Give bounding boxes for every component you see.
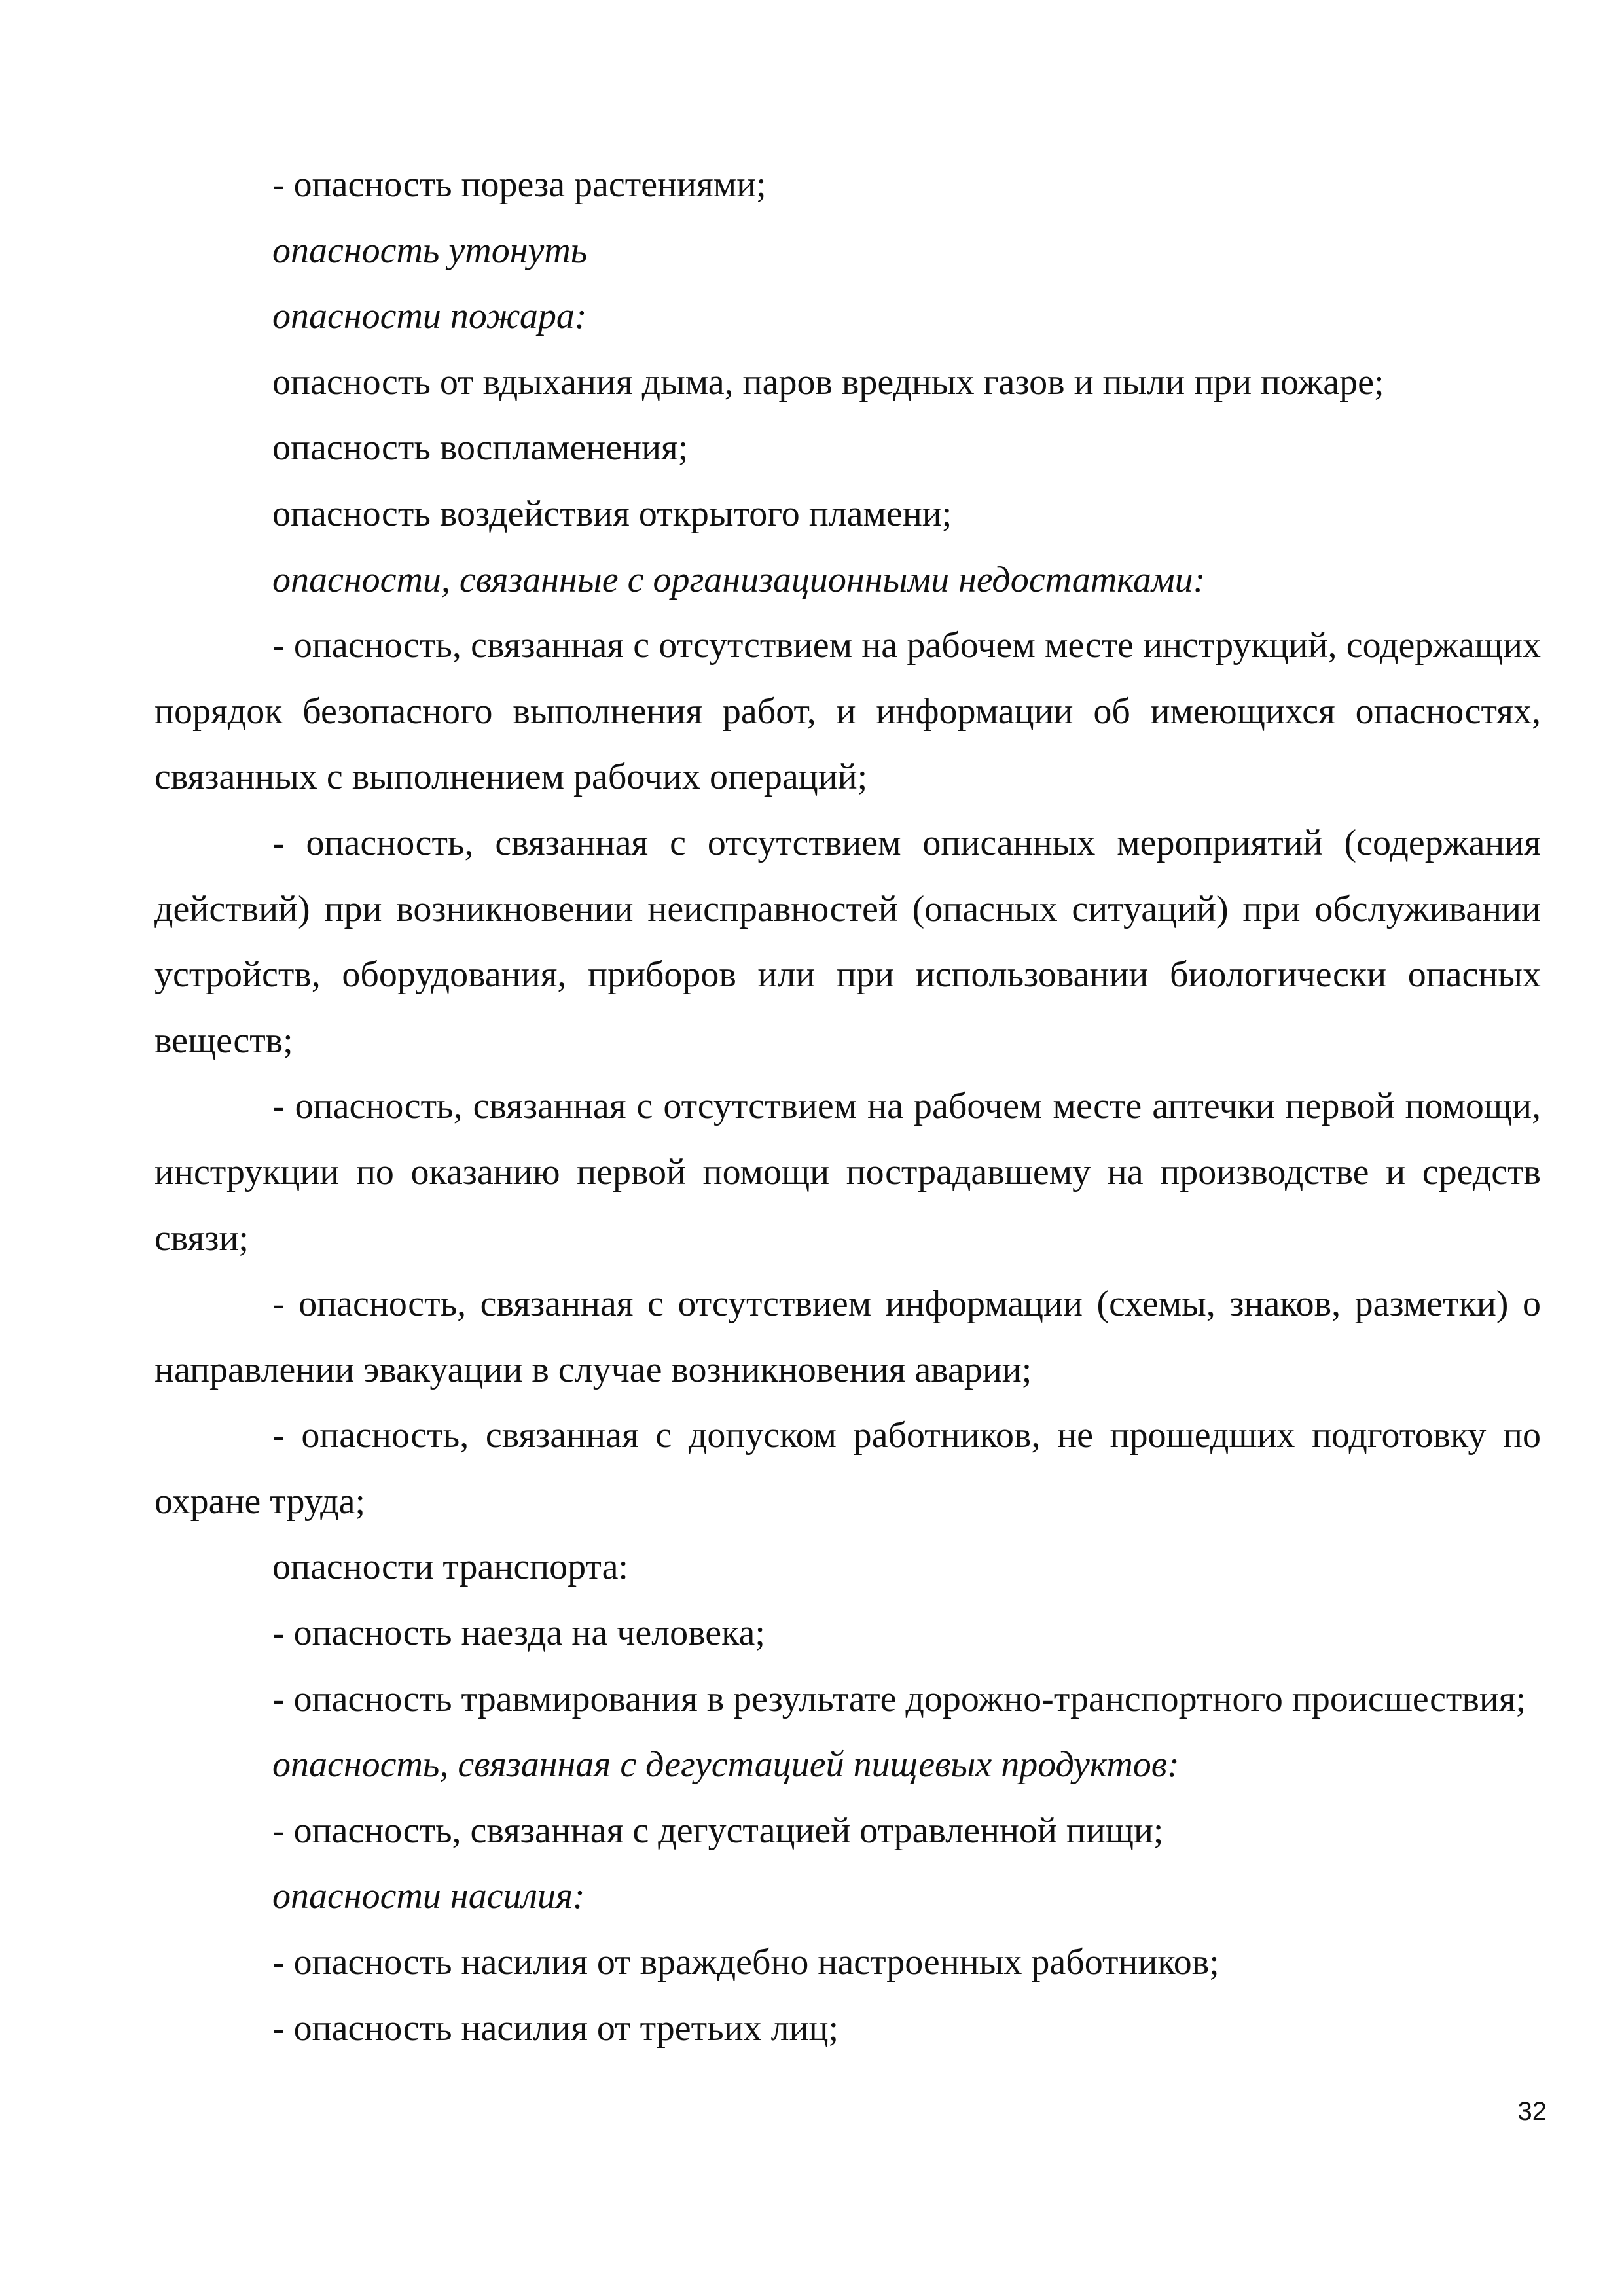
paragraph-19: - опасность насилия от враждебно настроенных работников;: [272, 1942, 1219, 1983]
paragraph-11: - опасность, связанная с отсутствием информации (схемы, знаков, разметки) о направлении эвакуации в случае возникновения аварии;: [154, 1283, 1541, 1390]
paragraph-20: - опасность насилия от третьих лиц;: [272, 2007, 839, 2049]
paragraph-2-heading: опасность утонуть: [272, 230, 588, 271]
paragraph-17: - опасность, связанная с дегустацией отравленной пищи;: [272, 1810, 1164, 1851]
paragraph-13: опасности транспорта:: [272, 1547, 628, 1588]
paragraph-1: - опасность пореза растениями;: [272, 164, 767, 205]
paragraph-3-heading: опасности пожара:: [272, 296, 587, 337]
paragraph-18-heading: опасности насилия:: [272, 1876, 585, 1917]
paragraph-15: - опасность травмирования в результате дорожно-транспортного происшествия;: [272, 1678, 1526, 1719]
paragraph-5: опасность воспламенения;: [272, 427, 689, 469]
paragraph-4: опасность от вдыхания дыма, паров вредных газов и пыли при пожаре;: [272, 361, 1384, 403]
text-body: [154, 152, 1541, 2061]
paragraph-16-heading: опасность, связанная с дегустацией пищевых продуктов:: [272, 1744, 1180, 1785]
paragraph-7-heading: опасности, связанные с организационными недостатками:: [272, 559, 1206, 600]
paragraph-6: опасность воздействия открытого пламени;: [272, 493, 952, 534]
paragraph-12: - опасность, связанная с допуском работников, не прошедших подготовку по охране труда;: [154, 1415, 1541, 1522]
page-number: 32: [1517, 2097, 1547, 2126]
paragraph-10: - опасность, связанная с отсутствием на рабочем месте аптечки первой помощи, инструкции по оказанию первой помощи пострадавшему на производстве и средств связи;: [154, 1086, 1541, 1259]
paragraph-9: - опасность, связанная с отсутствием описанных мероприятий (содержания действий) при возникновении неисправностей (опасных ситуаций) при обслуживании устройств, оборудования, приборов или при использовании биологически опасных веществ;: [154, 822, 1541, 1061]
paragraph-14: - опасность наезда на человека;: [272, 1613, 765, 1654]
paragraph-8: - опасность, связанная с отсутствием на рабочем месте инструкций, содержащих порядок безопасного выполнения работ, и информации об имеющихся опасностях, связанных с выполнением рабочих операций;: [154, 625, 1541, 798]
